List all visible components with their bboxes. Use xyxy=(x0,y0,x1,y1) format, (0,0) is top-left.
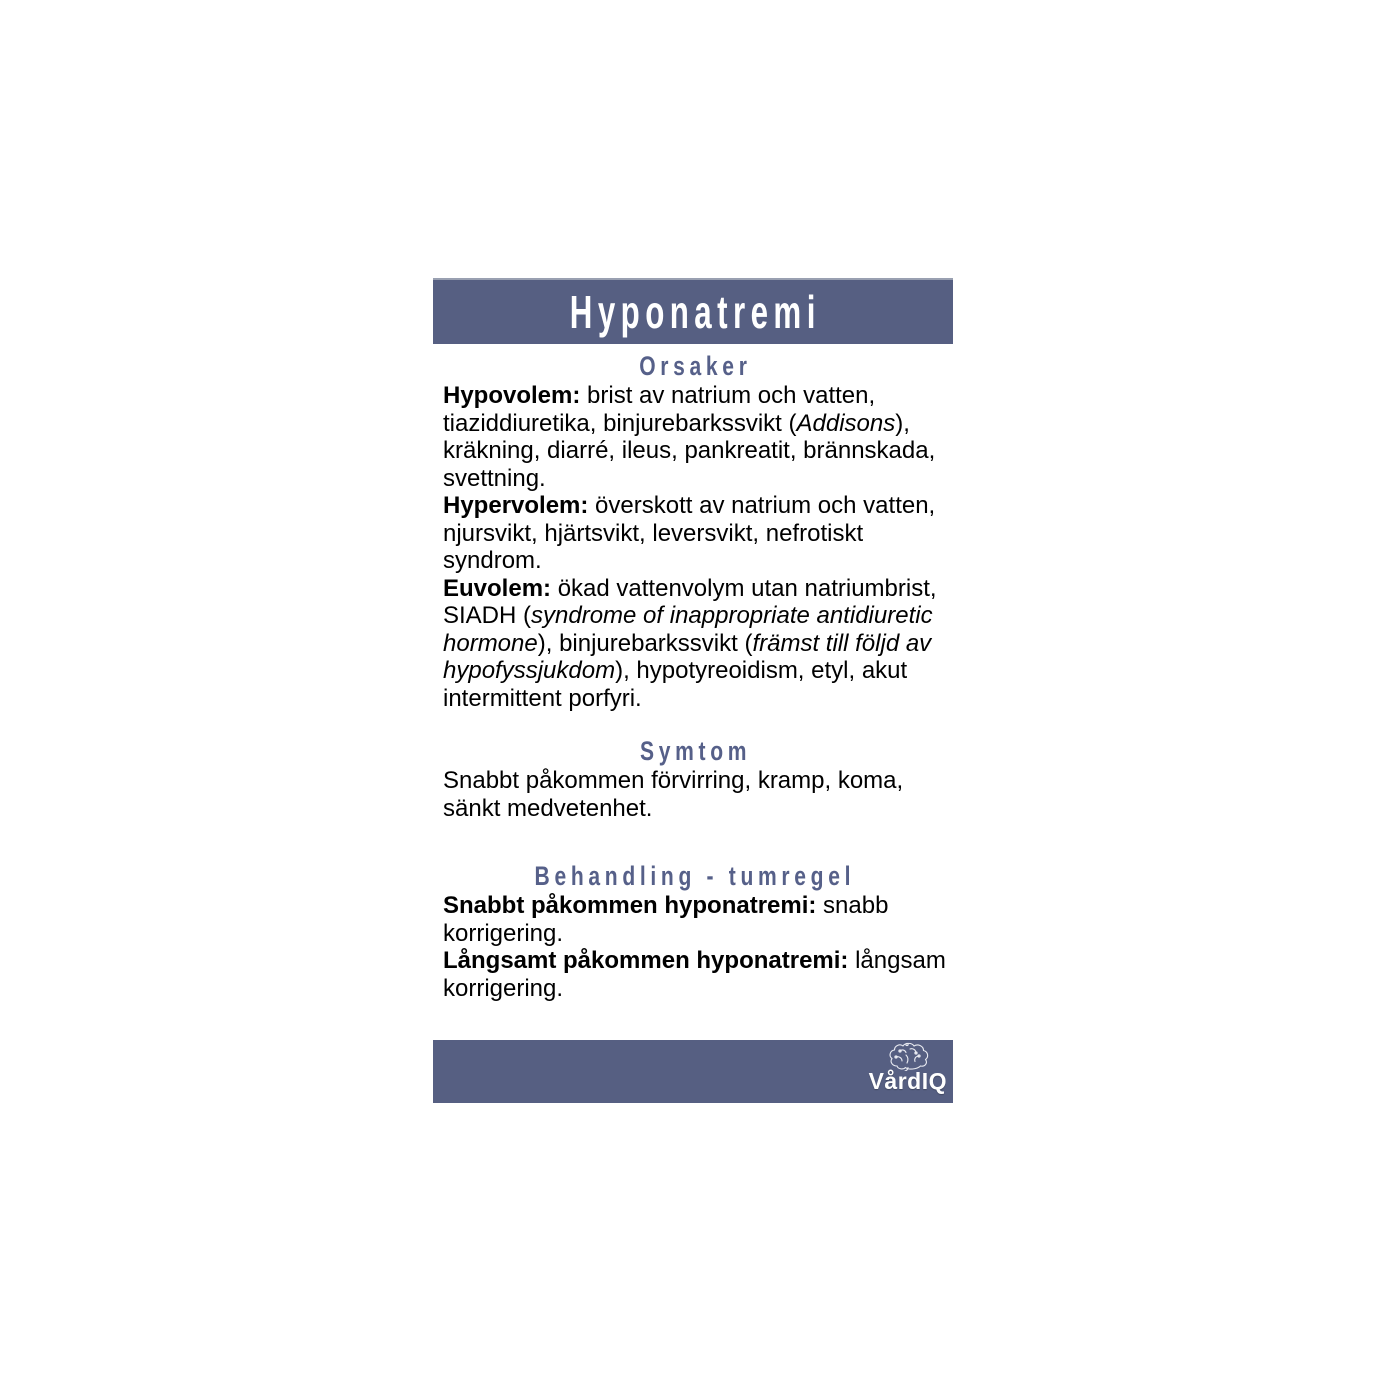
section-body xyxy=(433,382,953,712)
paragraph xyxy=(443,575,946,713)
text-segment-normal: snabb korrigering. xyxy=(443,892,889,947)
section-heading xyxy=(433,350,953,382)
text-segment-normal: ), binjurebarkssvikt ( xyxy=(537,629,753,657)
section-heading-text: Symtom xyxy=(639,736,751,766)
text-segment-normal: långsam korrigering. xyxy=(443,947,946,1002)
title-bar xyxy=(433,278,953,344)
paragraph xyxy=(443,767,946,822)
paragraph xyxy=(443,382,946,492)
hyponatremi-card xyxy=(433,278,953,1103)
brain-icon xyxy=(886,1041,930,1071)
paragraph xyxy=(443,492,946,575)
text-segment-bold: Hypovolem: xyxy=(443,382,581,409)
paragraph xyxy=(443,892,946,947)
section-heading-text: Behandling - tumregel xyxy=(535,861,856,891)
section-heading xyxy=(433,860,953,892)
logo-text: VårdIQ xyxy=(868,1068,947,1094)
card-sections xyxy=(433,350,953,1002)
text-segment-bold: Hypervolem: xyxy=(443,492,589,519)
text-segment-bold: Euvolem: xyxy=(443,574,552,602)
page-title: Hyponatremi xyxy=(570,286,822,338)
section-body xyxy=(433,892,953,1002)
paragraph xyxy=(443,947,946,1002)
text-segment-normal: ), hypotyreoidism, etyl, akut intermittent porfyri. xyxy=(443,657,908,712)
text-segment-normal: Snabbt påkommen förvirring, kramp, koma, sänkt medvetenhet. xyxy=(443,767,904,822)
vardiq-logo xyxy=(869,1041,947,1093)
text-segment-italic: främst till följd av hypofyssjukdom xyxy=(443,629,932,684)
text-segment-bold: Långsamt påkommen hyponatremi: xyxy=(443,947,849,974)
text-segment-italic: Addisons xyxy=(796,409,896,437)
text-segment-normal: ), kräkning, diarré, ileus, pankreatit, brännskada, svettning. xyxy=(443,409,936,492)
section-body xyxy=(433,767,953,822)
text-segment-normal: brist av natrium och vatten, tiaziddiuretika, binjurebarkssvikt ( xyxy=(443,382,876,437)
section-heading xyxy=(433,735,953,767)
text-segment-normal: ökad vattenvolym utan natriumbrist, SIADH ( xyxy=(443,574,937,629)
section-heading-text: Orsaker xyxy=(639,351,752,381)
text-segment-italic: syndrome of inappropriate antidiuretic hormone xyxy=(443,602,933,657)
text-segment-bold: Snabbt påkommen hyponatremi: xyxy=(443,892,817,919)
footer-bar xyxy=(433,1040,953,1103)
text-segment-normal: överskott av natrium och vatten, njursvikt, hjärtsvikt, leversvikt, nefrotiskt syndrom. xyxy=(443,492,936,574)
